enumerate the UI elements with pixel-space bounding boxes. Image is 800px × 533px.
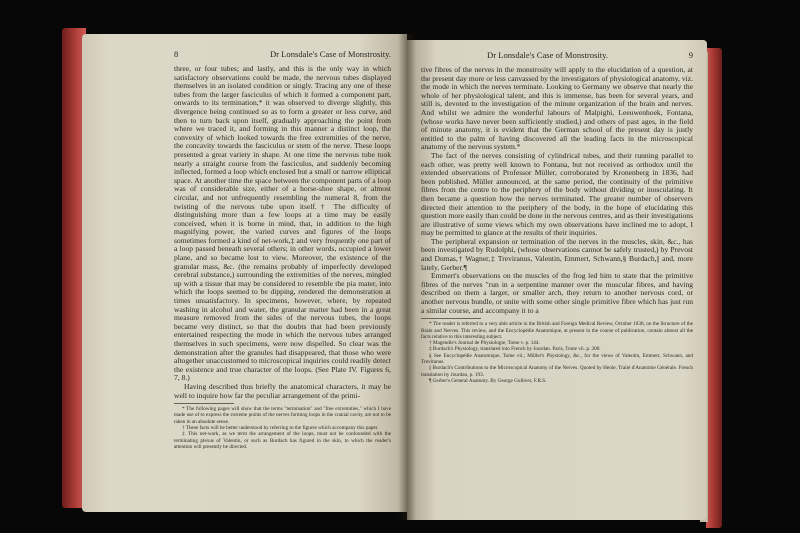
open-book	[62, 26, 722, 512]
left-footnotes	[174, 403, 391, 450]
right-running-header	[487, 50, 693, 60]
paragraph: Having described thus briefly the anatomical characters, it may be well to inquire how far the peculiar arrangement of the primi-	[174, 381, 391, 400]
left-running-header	[174, 49, 391, 59]
left-page-number: 8	[174, 49, 179, 59]
right-body-text	[421, 66, 693, 315]
paragraph: tive fibres of the nerves in the monstrosity will apply to the elucidation of a question, at the present day more or less canvassed by the investigators of physiological anatomy, viz. the mode in which the nerves terminate. Looking to Germany we observe that nearly the whole of her physiological talent, and this is immense, has been for several years, and still is, devoted to the investigation of the minute organization of the brain and nerves. And whilst we admire the wonderful labours of Malpighi, Leeuwenhoek, Fontana, (whose works have never been sufficiently studied,) and others of past ages, in the field of minute anatomy, it is evident that the German school of the present day is justly entitled to the palm of having discovered all the leading facts in the microscopical anatomy of the nervous system.*	[421, 65, 693, 152]
footnote: ‡ This net-work, as we term the arrangement of the loops, must not be confounded with the terminating plexus of Valentin, or such as Burdach has figured in the skin, to which the reader's attention will presently be directed.	[174, 431, 391, 450]
footnote: ¶ Gerber's General Anatomy. By George Gulliver, F.R.S.	[429, 377, 547, 384]
right-running-head: Dr Lonsdale's Case of Monstrosity.	[487, 50, 609, 60]
footnote-rule	[421, 318, 481, 319]
footnote: * The reader is referred to a very able article in the British and Foreign Medical Review, October 1838, on the Structure of the Brain and Nerves. This review, and the Encyclopédie Anatomique, at present in the course of publication, contain almost all the facts relative to this interesting subject.	[421, 321, 693, 340]
paragraph: three, or four tubes; and lastly, and this is the only way in which satisfactory observations could be made, the nervous tubes displayed themselves in an isolated condition or singly. Tracing any one of these tubes from the larger fasciculus of which it formed a component part, onwards to its termination,* it was observed to diverge slightly, this divergence being continued so as to form a greater or less curve, and then to turn back upon itself, gradually approaching the point from where we traced it, and forming in this manner a distinct loop, the convexity of which looked towards the free extremities of the nerve, the concavity towards the fasciculus or stem of the nerve. These loops presented a great variety in shape. At one time the nervous tube took nearly a straight course from the fasciculus, and suddenly becoming inflected, formed a loop which enclosed but a small or narrow elliptical space. At another time the space between the component parts of a loop was of considerable size, either of a horse-shoe shape, or almost circular, and not unfrequently resembling the numeral 8, from the twisting of the nervous tube upon itself.† The difficulty of distinguishing more than a few loops at a time may be easily conceived, when it is borne in mind, that, in addition to the high magnifying power, the varied curves and figures of the loops sometimes formed a kind of net-work,‡ and very frequently one part of a loop passed beneath several others; in other words, occupied a lower plane, and so became lost to view. Moreover, the existence of the granular mass, &c. (the remains probably of imperfectly developed cerebral substance,) surrounding the extremities of the nerves, mingled up with a tissue that may be considered to resemble the pia mater, into which the loops seemed to be dipping, rendered the demonstration at times unsatisfactory. In specimens, however, where, by repeated washing in alcohol and water, the granular matter had been in a great measure removed from the sides of the nervous tubes, the loops became very distinct, so that the doubts that had been previously entertained respecting the mode in which the nervous tubes arranged themselves in such specimens, were now dispelled. So clear was the demonstration after the granules had disappeared, that those who were altogether unaccustomed to microscopical inquiries could readily detect the existence and true character of the loops. (See Plate IV. Figures 6, 7, 8.)	[174, 64, 391, 383]
right-page-number: 9	[688, 50, 693, 60]
book-cover-right	[706, 48, 722, 528]
paragraph: The peripheral expansion or termination of the nerves in the muscles, skin, &c., has been investigated by Rudolphi, (whose observations cannot be safely trusted,) by Prevost and Dumas,† Wagner,‡ Treviranus, Valentin, Emmert, Schwann,§ Burdach,|| and, more lately, Gerber.¶	[421, 236, 693, 272]
right-page	[407, 40, 707, 520]
footnote-rule	[174, 403, 234, 404]
footnote: || Burdach's Contributions to the Microscopical Anatomy of the Nerves. Quoted by Henle, Traité d'Anatomie Générale. French translation by Jourdan, p. 193.	[421, 365, 693, 378]
footnote: * The following pages will show that the terms "termination" and "free extremities," which I have made use of to express the extreme points of the nerves forming loops in the cranial cavity, are not to be taken in an absolute sense.	[174, 406, 391, 425]
paragraph: The fact of the nerves consisting of cylindrical tubes, and their running parallel to each other, was pretty well known to Fontana, but not received as orthodox until the extended observations of Professor Müller, corroborated by Kronenberg in 1836, had been published. Müller announced, at the same period, the continuity of the primitive fibres from the centre to the periphery of the body without dividing or inosculating. It then became a question how the nerves terminated. The greater number of observers directed their attention to the periphery of the body, in the hope of elucidating this question more easily than could be done in the nervous centres, and as their investigations are illustrative of some views which my own observations have inclined me to adopt, I may be permitted to glance at the results of their inquiries.	[421, 150, 693, 238]
footnote: † These facts will be better understood by referring to the figures which accompany this paper.	[182, 425, 379, 432]
footnote: ‡ Burdach's Physiology, translated into French by Jourdan. Paris, Tome vii. p. 300.	[429, 346, 601, 353]
footnote: § See Encyclopédie Anatomique, Tome vii.; Müller's Physiology, &c., for the views of Valentin, Emmert, Schwann, and Treviranus.	[421, 352, 693, 365]
left-page	[82, 34, 407, 512]
footnote: † Magendie's Journal de Physiologie, Tome v. p. 144.	[429, 340, 540, 347]
right-footnotes	[421, 318, 693, 384]
paragraph: Emmert's observations on the muscles of the frog led him to state that the primitive fibres of the nerves "run in a serpentine manner over the muscular fibres, and having described on them a larger, or smaller arch, they return to another nervous cord, or another nervous bundle, or unite with some other single primitive fibre which has just run a similar course, and accompany it to a	[421, 271, 693, 315]
left-running-head: Dr Lonsdale's Case of Monstrosity.	[269, 49, 391, 59]
left-body-text	[174, 65, 391, 400]
